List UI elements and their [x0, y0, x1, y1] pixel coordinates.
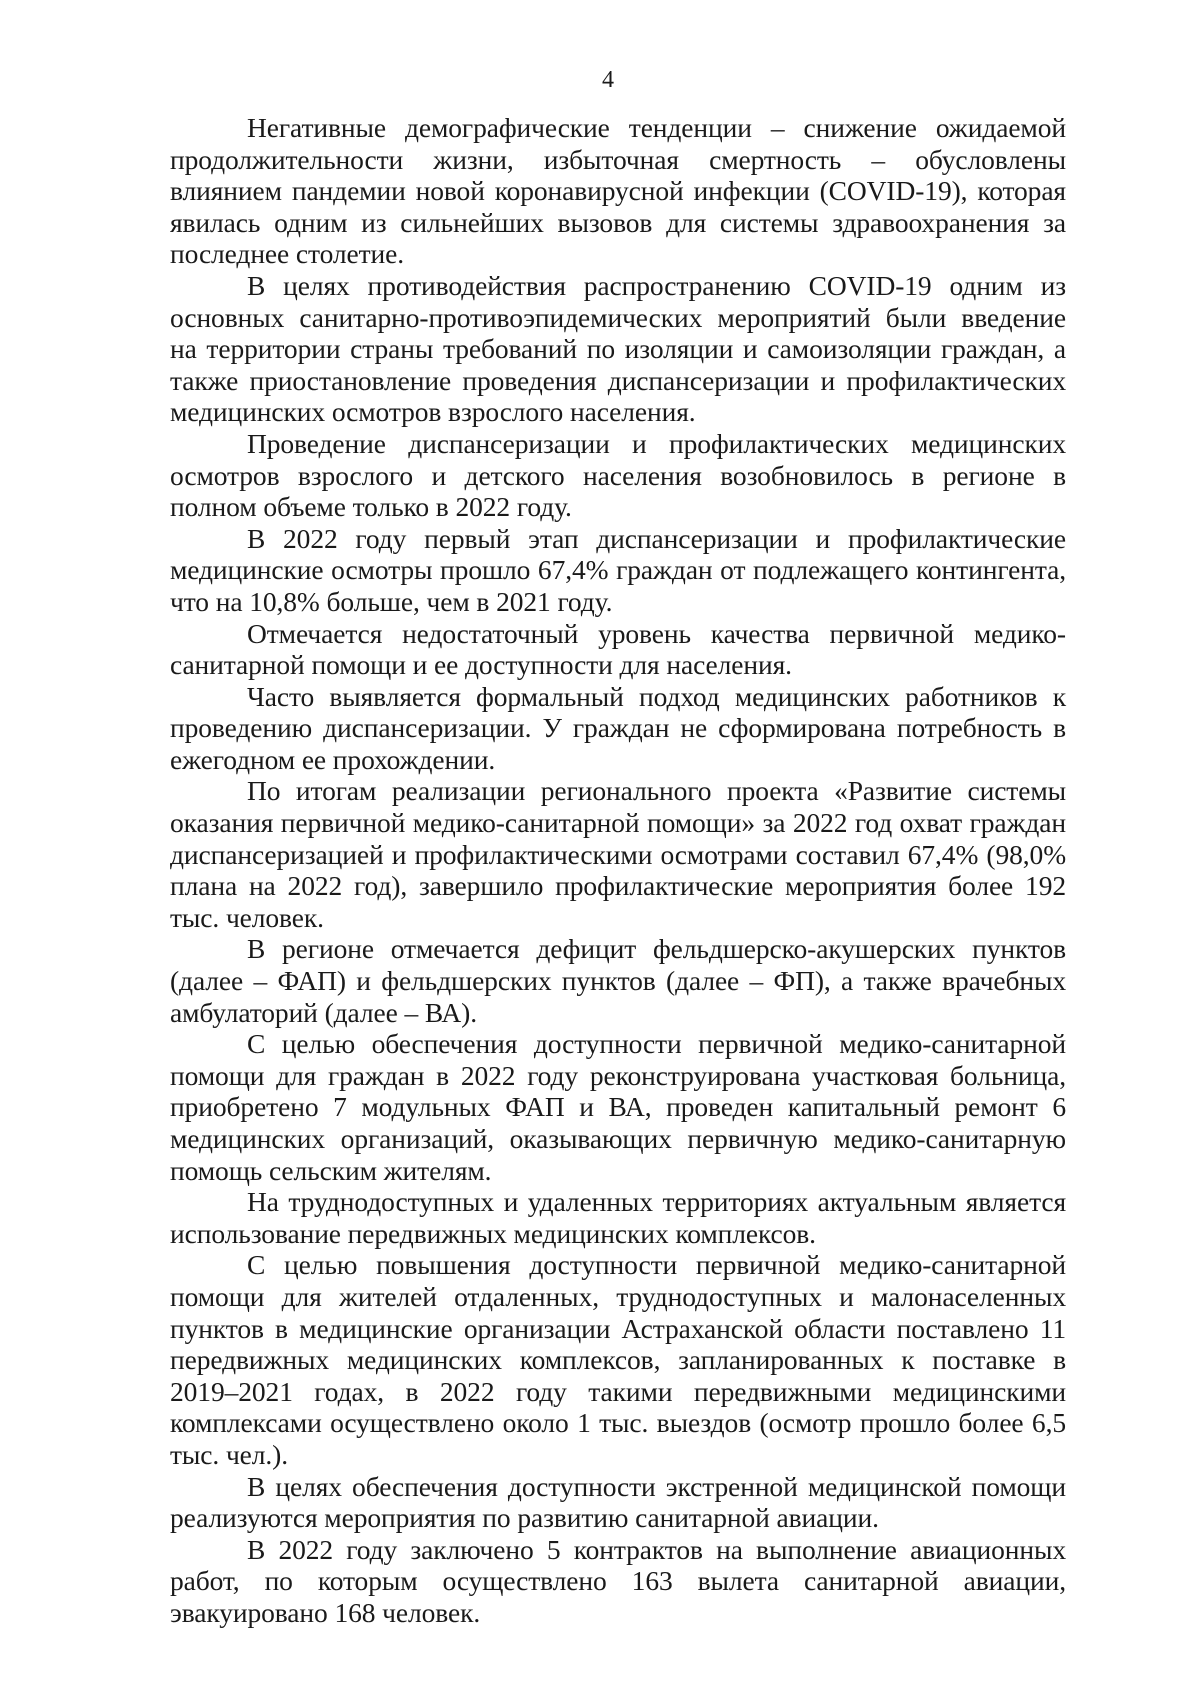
paragraph-mobile-complexes-delivery: С целью повышения доступности первичной медико-санитарной помощи для жителей отдаленных, труднодоступных и малонаселенных пунктов в медицинские организации Астраханской области поставлено 11 передвижных медицинских комплексов, запланированных к поставке в 2019–2021 годах, в 2022 году такими передвижными медицинскими комплексами осуществлено около 1 тыс. выездов (осмотр прошло более 6,5 тыс. чел.).	[170, 1249, 1066, 1470]
paragraph-fap-deficit: В регионе отмечается дефицит фельдшерско-акушерских пунктов (далее – ФАП) и фельдшерских пунктов (далее – ФП), а также врачебных амбулаторий (далее – ВА).	[170, 933, 1066, 1028]
paragraph-formal-approach: Часто выявляется формальный подход медицинских работников к проведению диспансеризации. У граждан не сформирована потребность в ежегодном ее прохождении.	[170, 680, 1066, 775]
paragraph-demographic-trends: Негативные демографические тенденции – снижение ожидаемой продолжительности жизни, избыточная смертность – обусловлены влиянием пандемии новой коронавирусной инфекции (COVID-19), которая явилась одним из сильнейших вызовов для системы здравоохранения за последнее столетие.	[170, 112, 1066, 270]
paragraph-air-ambulance: В целях обеспечения доступности экстренной медицинской помощи реализуются мероприятия по развитию санитарной авиации.	[170, 1470, 1066, 1534]
paragraph-covid-measures: В целях противодействия распространению COVID-19 одним из основных санитарно-противоэпидемических мероприятий были введение на территории страны требований по изоляции и самоизоляции граждан, а также приостановление проведения диспансеризации и профилактических медицинских осмотров взрослого населения.	[170, 269, 1066, 428]
paragraph-care-quality: Отмечается недостаточный уровень качества первичной медико-санитарной помощи и ее доступности для населения.	[170, 617, 1066, 681]
paragraph-screening-2022: В 2022 году первый этап диспансеризации и профилактические медицинские осмотры прошло 67,4% граждан от подлежащего контингента, что на 10,8% больше, чем в 2021 году.	[170, 522, 1066, 617]
paragraph-mobile-complexes: На труднодоступных и удаленных территориях актуальным является использование передвижных медицинских комплексов.	[170, 1186, 1066, 1249]
paragraph-aviation-contracts: В 2022 году заключено 5 контрактов на выполнение авиационных работ, по которым осуществлено 163 вылета санитарной авиации, эвакуировано 168 человек.	[170, 1533, 1066, 1628]
page-number: 4	[602, 67, 614, 93]
paragraph-screening-resumed: Проведение диспансеризации и профилактических медицинских осмотров взрослого и детского населения возобновилось в регионе в полном объеме только в 2022 году.	[170, 427, 1066, 523]
document-body	[170, 112, 1066, 1629]
paragraph-regional-project: По итогам реализации регионального проекта «Развитие системы оказания первичной медико-санитарной помощи» за 2022 год охват граждан диспансеризацией и профилактическими осмотрами составил 67,4% (98,0% плана на 2022 год), завершило профилактические мероприятия более 192 тыс. человек.	[170, 775, 1066, 933]
paragraph-accessibility-2022: С целью обеспечения доступности первичной медико-санитарной помощи для граждан в 2022 году реконструирована участковая больница, приобретено 7 модульных ФАП и ВА, проведен капитальный ремонт 6 медицинских организаций, оказывающих первичную медико-санитарную помощь сельским жителям.	[170, 1028, 1066, 1186]
